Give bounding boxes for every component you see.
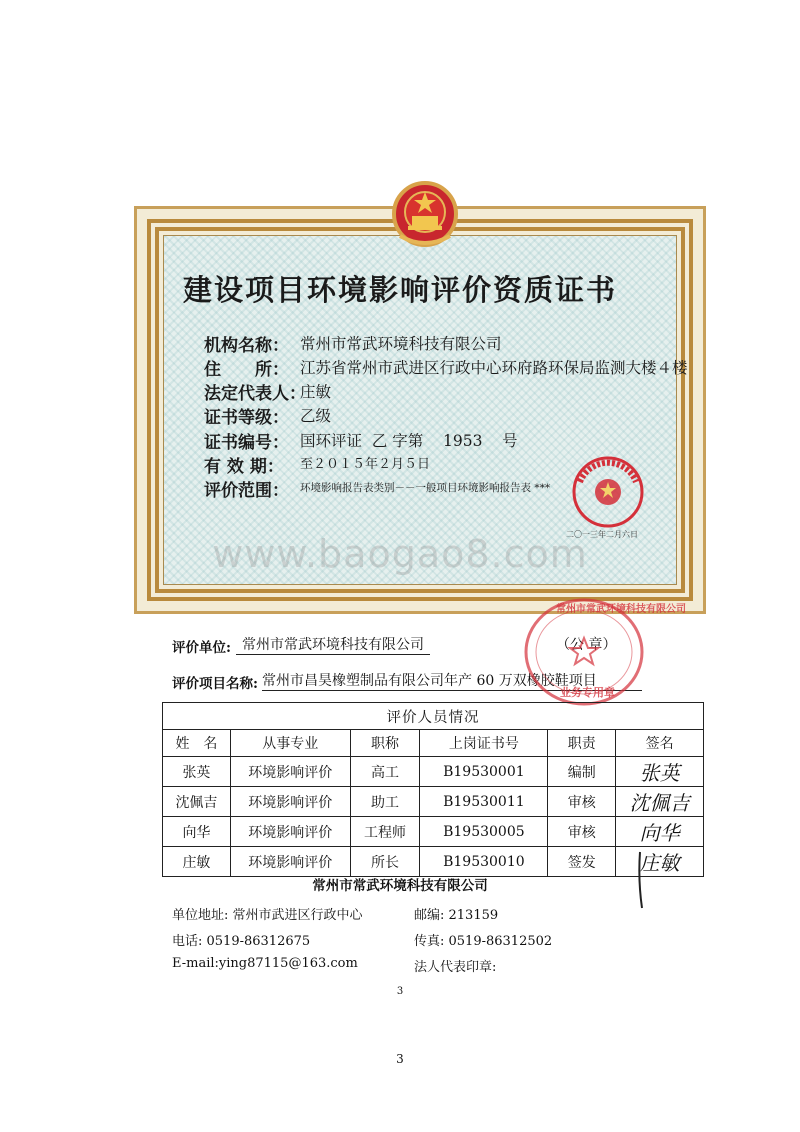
company-phone: 电话: 0519-86312675 <box>172 934 311 949</box>
cert-number-label: 证书编号： <box>204 433 289 453</box>
staff-name: 向华 <box>163 817 231 847</box>
staff-cert: B19530005 <box>420 817 548 847</box>
address-label: 住 所： <box>204 360 289 380</box>
staff-title: 助工 <box>350 787 420 817</box>
staff-name: 沈佩吉 <box>163 787 231 817</box>
staff-duty: 编制 <box>548 757 616 787</box>
cert-grade-value: 乙级 <box>300 407 332 425</box>
issue-date: 二〇一三年二月六日 <box>566 530 638 539</box>
ministry-seal-icon <box>560 452 656 532</box>
legal-rep-value: 庄敏 <box>300 383 332 401</box>
project-label: 评价项目名称: <box>172 676 258 692</box>
cert-number-value: 国环评证 乙 字第 1953 号 <box>300 432 518 450</box>
staff-title: 工程师 <box>350 817 420 847</box>
staff-signature: 沈佩吉 <box>616 787 704 817</box>
table-row <box>163 757 704 787</box>
staff-signature: 庄敏 <box>616 847 704 877</box>
legal-rep-label: 法定代表人： <box>204 384 306 404</box>
staff-major: 环境影响评价 <box>230 847 350 877</box>
company-email: E-mail:ying87115@163.com <box>172 956 358 971</box>
staff-duty: 签发 <box>548 847 616 877</box>
staff-duty: 审核 <box>548 787 616 817</box>
staff-cert: B19530011 <box>420 787 548 817</box>
company-seal-text: 常州市常武环境科技有限公司 <box>556 604 686 615</box>
watermark: www.baogao8.com <box>212 532 588 576</box>
header-sign: 签名 <box>616 730 704 757</box>
page-number: 3 <box>396 1052 404 1066</box>
staff-duty: 审核 <box>548 817 616 847</box>
scope-label: 评价范围： <box>204 481 289 501</box>
unit-label: 评价单位: <box>172 640 231 656</box>
header-title: 职称 <box>350 730 420 757</box>
company-address: 单位地址: 常州市武进区行政中心 <box>172 908 363 923</box>
staff-name: 张英 <box>163 757 231 787</box>
legal-rep-stamp: 法人代表印章: <box>414 960 497 975</box>
company-fax: 传真: 0519-86312502 <box>414 934 553 949</box>
staff-major: 环境影响评价 <box>230 817 350 847</box>
inner-page-number: 3 <box>396 986 404 997</box>
table-row <box>163 787 704 817</box>
certificate-title: 建设项目环境影响评价资质证书 <box>182 273 617 307</box>
institution-name-value: 常州市常武环境科技有限公司 <box>300 335 502 353</box>
staff-title: 所长 <box>350 847 420 877</box>
staff-table-header <box>163 730 704 757</box>
validity-value: 至２０１５年２月５日 <box>300 457 431 472</box>
staff-name: 庄敏 <box>163 847 231 877</box>
national-emblem-icon <box>388 180 462 250</box>
validity-label: 有 效 期： <box>204 457 284 477</box>
header-duty: 职责 <box>548 730 616 757</box>
staff-cert: B19530010 <box>420 847 548 877</box>
unit-value: 常州市常武环境科技有限公司 <box>236 634 430 655</box>
company-name: 常州市常武环境科技有限公司 <box>312 878 488 894</box>
institution-name-label: 机构名称： <box>204 336 289 356</box>
header-cert: 上岗证书号 <box>420 730 548 757</box>
stamp-note: （公 章） <box>556 637 617 653</box>
header-name: 姓 名 <box>163 730 231 757</box>
cert-grade-label: 证书等级： <box>204 408 289 428</box>
scope-value: 环境影响报告表类别－－一般项目环境影响报告表 *** <box>300 482 551 494</box>
staff-title: 高工 <box>350 757 420 787</box>
staff-cert: B19530001 <box>420 757 548 787</box>
staff-major: 环境影响评价 <box>230 787 350 817</box>
staff-signature: 张英 <box>616 757 704 787</box>
address-value: 江苏省常州市武进区行政中心环府路环保局监测大楼４楼 <box>300 359 688 377</box>
header-major: 从事专业 <box>230 730 350 757</box>
staff-major: 环境影响评价 <box>230 757 350 787</box>
company-postcode: 邮编: 213159 <box>414 908 499 923</box>
staff-signature: 向华 <box>616 817 704 847</box>
staff-table-caption: 评价人员情况 <box>163 703 704 730</box>
project-value: 常州市昌昊橡塑制品有限公司年产 60 万双橡胶鞋项目 <box>262 670 642 691</box>
company-seal-subtext: 业务专用章 <box>560 686 615 699</box>
table-row <box>163 817 704 847</box>
